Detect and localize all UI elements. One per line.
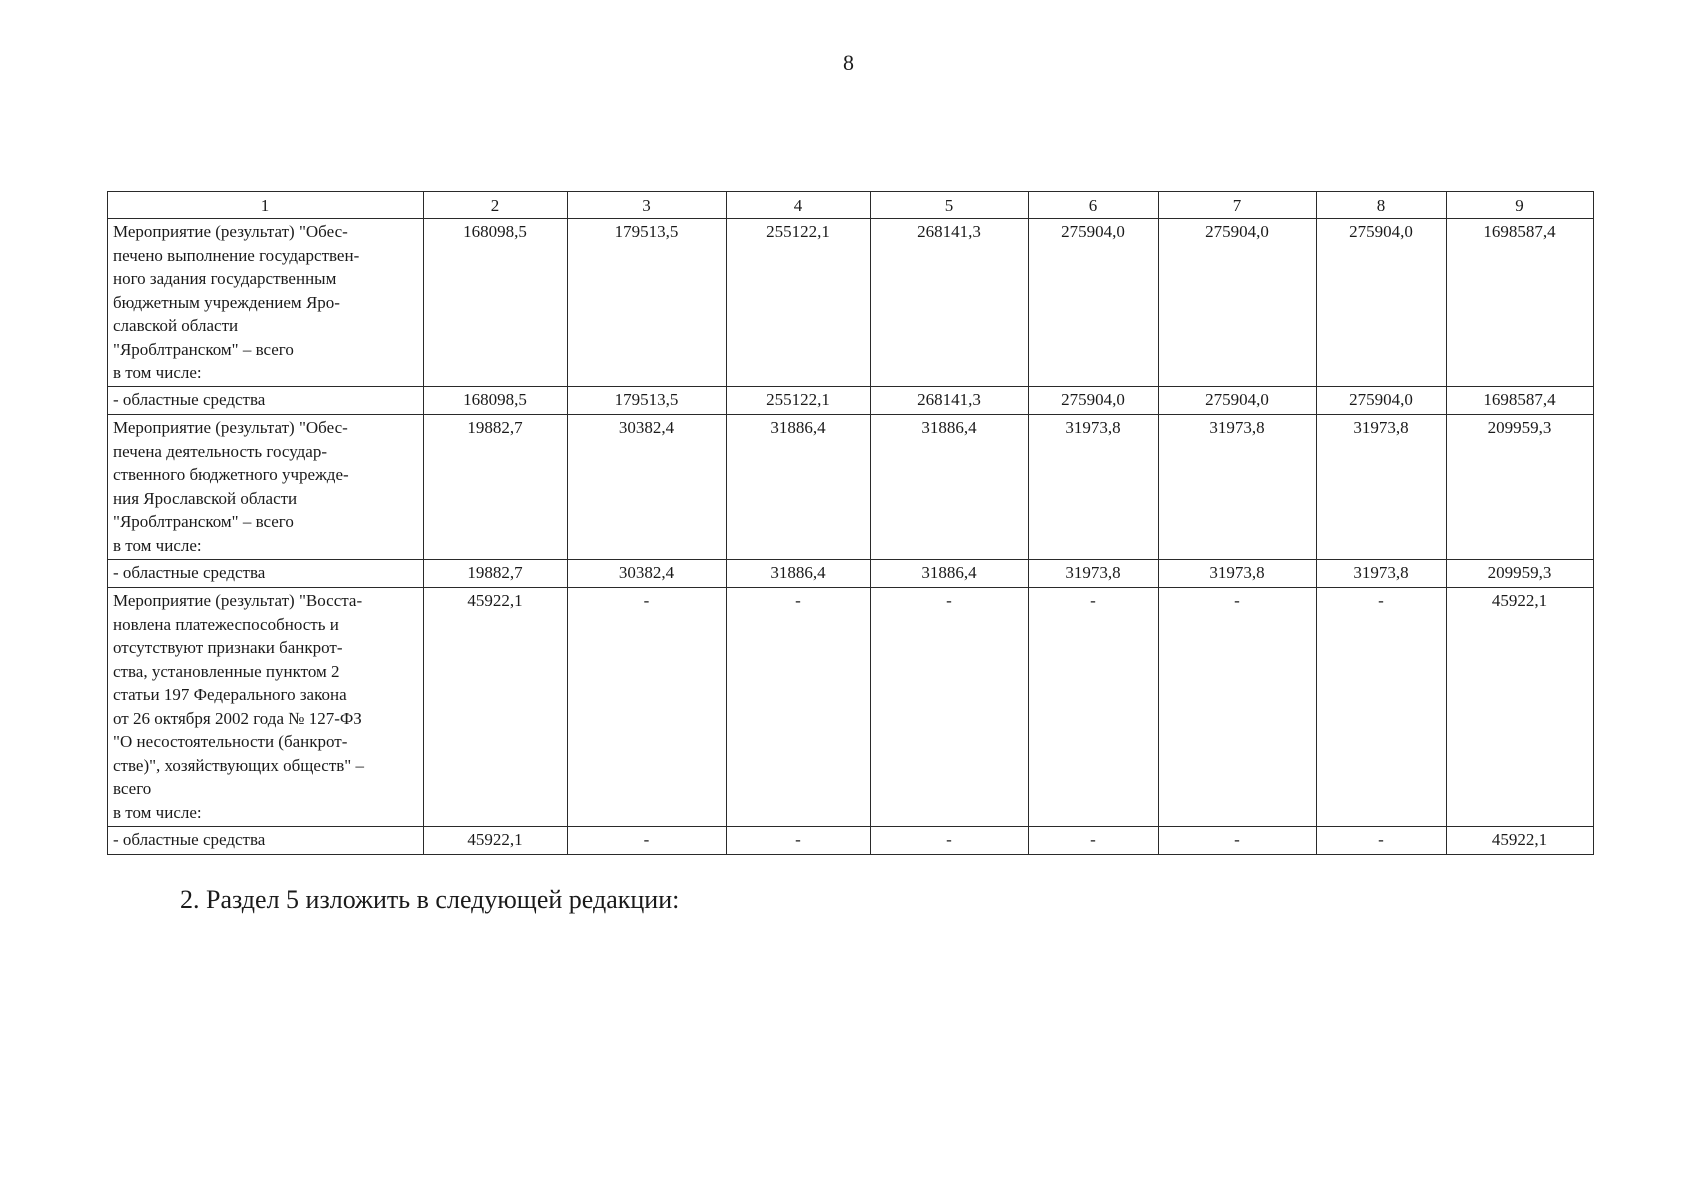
value-cell: 275904,0 — [1317, 387, 1447, 415]
value-cell: 1698587,4 — [1447, 387, 1594, 415]
header-cell: 6 — [1029, 192, 1159, 219]
row-label — [108, 219, 424, 387]
value-cell: - — [871, 827, 1029, 855]
value-cell: 275904,0 — [1029, 387, 1159, 415]
header-cell: 3 — [568, 192, 727, 219]
table-row — [108, 560, 1594, 588]
value-cell: 30382,4 — [568, 415, 727, 560]
value-cell: 168098,5 — [424, 219, 568, 387]
value-cell: 31973,8 — [1317, 560, 1447, 588]
value-cell: 31886,4 — [727, 415, 871, 560]
value-cell: 275904,0 — [1159, 219, 1317, 387]
table-row — [108, 415, 1594, 560]
header-cell: 5 — [871, 192, 1029, 219]
table-header-row — [108, 192, 1594, 219]
header-cell: 9 — [1447, 192, 1594, 219]
value-cell: 255122,1 — [727, 387, 871, 415]
value-cell: 45922,1 — [1447, 827, 1594, 855]
section-instruction: 2. Раздел 5 изложить в следующей редакции: — [180, 885, 680, 914]
value-cell: 31886,4 — [871, 415, 1029, 560]
header-cell: 8 — [1317, 192, 1447, 219]
value-cell: - — [568, 588, 727, 827]
row-label: - областные средства — [108, 387, 424, 415]
value-cell: - — [568, 827, 727, 855]
value-cell: 31973,8 — [1029, 560, 1159, 588]
header-cell: 4 — [727, 192, 871, 219]
value-cell: 31886,4 — [871, 560, 1029, 588]
row-label-text: Мероприятие (результат) "Обес- печено выполнение государствен- ного задания государственным бюджетным учреждением Яро- славской области "Яроблтранском" – всего в том числе: — [113, 222, 360, 382]
value-cell: - — [727, 588, 871, 827]
value-cell: 268141,3 — [871, 219, 1029, 387]
value-cell: 45922,1 — [424, 827, 568, 855]
finance-table — [107, 191, 1594, 855]
value-cell: 275904,0 — [1159, 387, 1317, 415]
value-cell: 30382,4 — [568, 560, 727, 588]
value-cell: 45922,1 — [1447, 588, 1594, 827]
row-label: - областные средства — [108, 560, 424, 588]
row-label — [108, 415, 424, 560]
row-label-text: Мероприятие (результат) "Обес- печена деятельность государ- ственного бюджетного учрежде- ния Ярославской области "Яроблтранском" – всего в том числе: — [113, 418, 349, 555]
value-cell: - — [1029, 827, 1159, 855]
value-cell: 45922,1 — [424, 588, 568, 827]
value-cell: 168098,5 — [424, 387, 568, 415]
value-cell: 275904,0 — [1029, 219, 1159, 387]
value-cell: 19882,7 — [424, 415, 568, 560]
row-label: - областные средства — [108, 827, 424, 855]
header-cell: 1 — [108, 192, 424, 219]
value-cell: 209959,3 — [1447, 415, 1594, 560]
table-row — [108, 827, 1594, 855]
table-row — [108, 588, 1594, 827]
value-cell: 31973,8 — [1029, 415, 1159, 560]
value-cell: 1698587,4 — [1447, 219, 1594, 387]
table-row — [108, 387, 1594, 415]
value-cell: 31973,8 — [1317, 415, 1447, 560]
row-label-text: Мероприятие (результат) "Восста- новлена платежеспособность и отсутствуют признаки банкрот- ства, установленные пунктом 2 статьи 197 Федерального закона от 26 октября 2002 года № 127-ФЗ "О несостоятельности (банкрот- стве)", хозяйствующих обществ" – всего в том числе: — [113, 591, 364, 822]
row-label — [108, 588, 424, 827]
page-number: 8 — [843, 50, 854, 75]
value-cell: 179513,5 — [568, 387, 727, 415]
value-cell: 19882,7 — [424, 560, 568, 588]
value-cell: - — [1029, 588, 1159, 827]
value-cell: - — [727, 827, 871, 855]
value-cell: 255122,1 — [727, 219, 871, 387]
value-cell: - — [871, 588, 1029, 827]
value-cell: 179513,5 — [568, 219, 727, 387]
value-cell: 209959,3 — [1447, 560, 1594, 588]
value-cell: 275904,0 — [1317, 219, 1447, 387]
table-row — [108, 219, 1594, 387]
value-cell: 31973,8 — [1159, 560, 1317, 588]
value-cell: 31973,8 — [1159, 415, 1317, 560]
value-cell: - — [1159, 827, 1317, 855]
value-cell: - — [1317, 588, 1447, 827]
value-cell: - — [1317, 827, 1447, 855]
header-cell: 7 — [1159, 192, 1317, 219]
value-cell: 268141,3 — [871, 387, 1029, 415]
value-cell: 31886,4 — [727, 560, 871, 588]
header-cell: 2 — [424, 192, 568, 219]
value-cell: - — [1159, 588, 1317, 827]
